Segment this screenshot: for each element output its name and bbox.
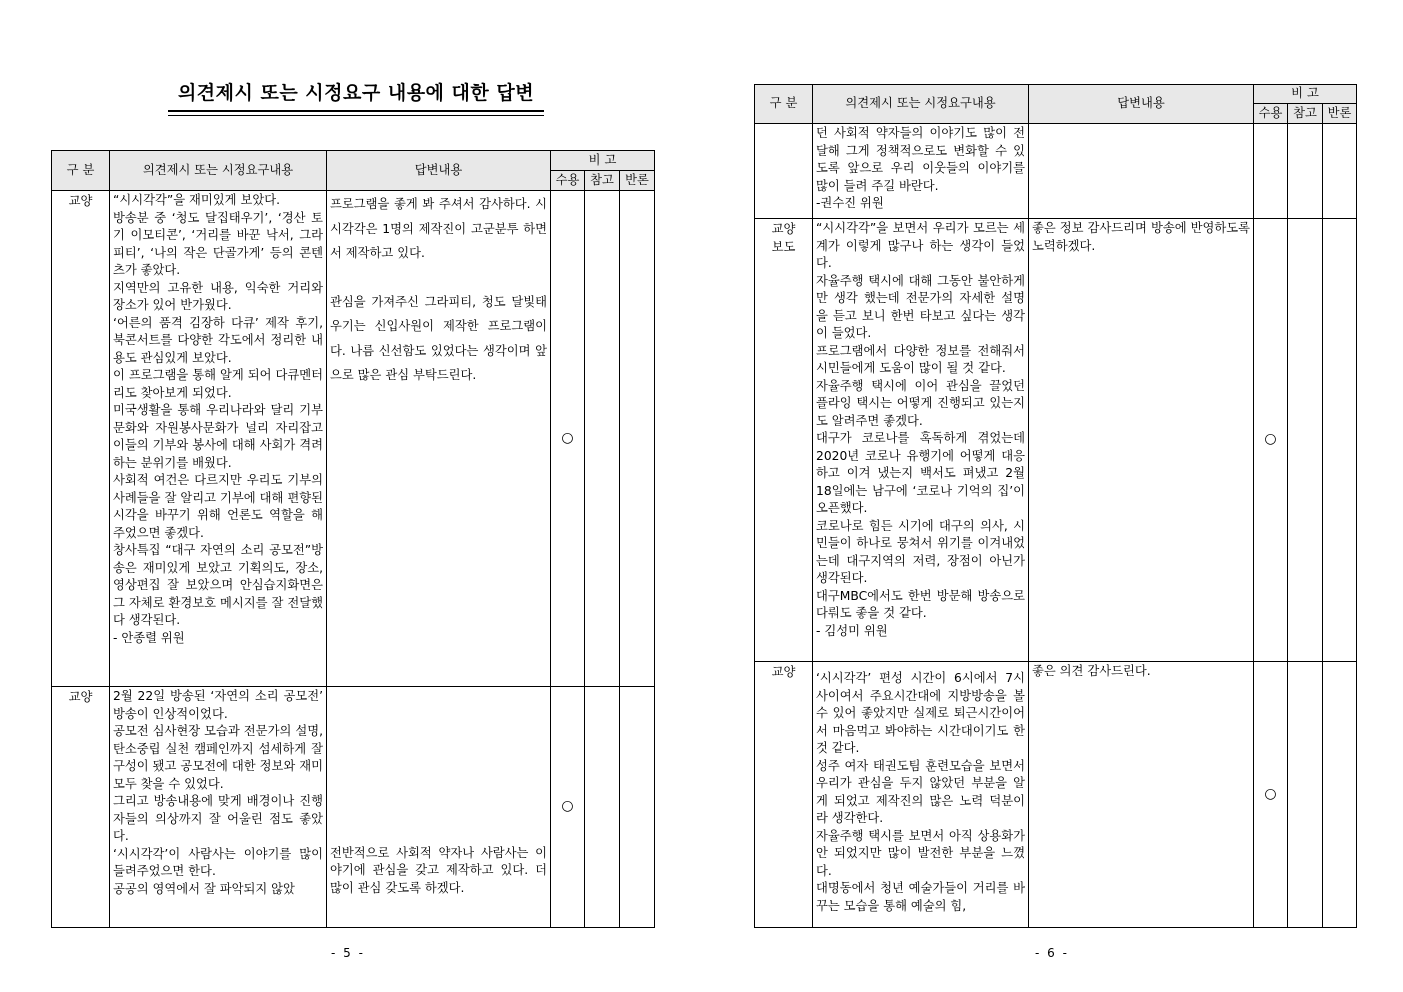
accept-mark: ○ bbox=[551, 687, 585, 928]
reflect-mark bbox=[1323, 662, 1357, 928]
reflect-mark bbox=[620, 191, 655, 687]
table-row bbox=[755, 124, 1357, 219]
header-accept: 수용 bbox=[1254, 104, 1288, 124]
page-number: - 5 - bbox=[331, 946, 365, 960]
opinion-author: -권수진 위원 bbox=[816, 196, 884, 210]
opinion-paragraph: 대명동에서 청년 예술가들이 거리를 바꾸는 모습을 통해 예술의 힘, bbox=[816, 881, 1025, 913]
table-row bbox=[52, 687, 655, 928]
answer-cell bbox=[1029, 219, 1254, 662]
reference-mark bbox=[585, 191, 620, 687]
document-title: 의견제시 또는 시정요구 내용에 대한 답변 bbox=[177, 82, 535, 104]
header-answer: 답변내용 bbox=[1029, 85, 1254, 124]
opinion-paragraph: 대구가 코로나를 혹독하게 겪었는데 2020년 코로나 유행기에 어떻게 대응하고 이겨 냈는지 백서도 펴냈고 2월 18일에는 남구에 ‘코로나 기억의 집’이 오픈했다. bbox=[816, 431, 1025, 515]
opinion-table-left bbox=[51, 150, 655, 928]
accept-mark: ○ bbox=[551, 191, 585, 687]
opinion-cell bbox=[110, 191, 327, 687]
reflect-mark bbox=[1323, 124, 1357, 219]
header-answer: 답변내용 bbox=[327, 151, 551, 191]
opinion-paragraph: 방송분 중 ‘청도 달집태우기’, ‘경산 토기 이모티콘’, ‘거리를 바꾼 낙서, 그라피티’, ‘나의 작은 단골가게’ 등의 콘텐츠가 좋았다. bbox=[113, 210, 323, 277]
opinion-paragraph: 대구MBC에서도 한번 방문해 방송으로 다뤄도 좋을 것 같다. bbox=[816, 588, 1025, 620]
accept-mark: ○ bbox=[1254, 219, 1288, 662]
header-remarks: 비 고 bbox=[1254, 85, 1357, 104]
opinion-paragraph: ‘시시각각’이 사람사는 이야기를 많이 들려주었으면 한다. bbox=[113, 846, 323, 878]
title-underline-thin bbox=[168, 115, 544, 116]
table-row bbox=[755, 219, 1357, 662]
opinion-paragraph: “시시각각”을 재미있게 보았다. bbox=[113, 193, 281, 207]
opinion-paragraph: 지역만의 고유한 내용, 익숙한 거리와 장소가 있어 반가웠다. bbox=[113, 280, 323, 312]
header-category: 구 분 bbox=[755, 85, 813, 124]
answer-paragraph: 관심을 가져주신 그라피티, 청도 달빛태우기는 신입사원이 제작한 프로그램이다. 나름 신선함도 있었다는 생각이며 앞으로 많은 관심 부탁드린다. bbox=[330, 294, 547, 382]
answer-paragraph: 프로그램을 좋게 봐 주셔서 감사하다. 시시각각은 1명의 제작진이 고군분투 하면서 제작하고 있다. bbox=[330, 197, 547, 260]
table-row bbox=[52, 191, 655, 687]
category-label: 보도 bbox=[771, 239, 796, 254]
category-label: 교양 bbox=[68, 690, 93, 704]
answer-cell bbox=[327, 687, 551, 928]
answer-spacer bbox=[330, 266, 547, 290]
answer-paragraph: 좋은 의견 감사드린다. bbox=[1032, 664, 1151, 678]
opinion-paragraph: 사회적 여건은 다르지만 우리도 기부의 사례들을 잘 알리고 기부에 대해 편향된 시각을 바꾸기 위해 언론도 역할을 해 주었으면 좋겠다. bbox=[113, 473, 323, 540]
header-reflect: 반론 bbox=[1323, 104, 1357, 124]
opinion-paragraph: 성주 여자 태권도팀 훈련모습을 보면서 우리가 관심을 두지 않았던 부분을 알게 되었고 제작진의 많은 노력 덕분이라 생각한다. bbox=[816, 758, 1025, 825]
header-reference: 참고 bbox=[1288, 104, 1323, 124]
answer-paragraph: 전반적으로 사회적 약자나 사람사는 이야기에 관심을 갖고 제작하고 있다. 더 많이 관심 갖도록 하겠다. bbox=[330, 845, 547, 895]
table-row bbox=[755, 662, 1357, 928]
opinion-paragraph: 공공의 영역에서 잘 파악되지 않았 bbox=[113, 881, 295, 896]
header-reference: 참고 bbox=[585, 171, 620, 191]
category-cell bbox=[755, 662, 813, 928]
accept-mark: ○ bbox=[1254, 662, 1288, 928]
category-label: 교양 bbox=[68, 194, 93, 208]
category-label: 교양 bbox=[771, 665, 796, 679]
header-opinion: 의견제시 또는 시정요구내용 bbox=[813, 85, 1029, 124]
opinion-table-right bbox=[754, 84, 1357, 928]
opinion-paragraph: 창사특집 “대구 자연의 소리 공모전”방송은 재미있게 보았고 기획의도, 장소, 영상편집 잘 보았으며 안심습지화면은 그 자체로 환경보호 메시지를 잘 전달했다 생각된다. bbox=[113, 543, 323, 627]
header-reflect: 반론 bbox=[620, 171, 655, 191]
opinion-paragraph: 공모전 심사현장 모습과 전문가의 설명, 탄소중립 실천 캠페인까지 섬세하게 잘 구성이 됐고 공모전에 대한 정보와 재미 모두 찾을 수 있었다. bbox=[113, 724, 323, 791]
opinion-paragraph: 자율주행 택시를 보면서 아직 상용화가 안 되었지만 많이 발전한 부분을 느꼈다. bbox=[816, 828, 1025, 878]
category-cell bbox=[755, 124, 813, 219]
answer-cell bbox=[1029, 662, 1254, 928]
opinion-author: - 김성미 위원 bbox=[816, 623, 888, 638]
opinion-cell bbox=[813, 124, 1029, 219]
page-left bbox=[0, 0, 700, 992]
opinion-paragraph: 코로나로 힘든 시기에 대구의 의사, 시민들이 하나로 뭉쳐서 위기를 이겨내었는데 대구지역의 저력, 장점이 아닌가 생각된다. bbox=[816, 518, 1025, 585]
reference-mark bbox=[1288, 662, 1323, 928]
answer-cell bbox=[1029, 124, 1254, 219]
reflect-mark bbox=[620, 687, 655, 928]
opinion-paragraph: ‘어른의 품격 김장하 다큐’ 제작 후기, 북콘서트를 다양한 각도에서 정리한 내용도 관심있게 보았다. bbox=[113, 315, 323, 365]
header-accept: 수용 bbox=[551, 171, 585, 191]
opinion-paragraph: 2월 22일 방송된 ‘자연의 소리 공모전’ 방송이 인상적이었다. bbox=[113, 689, 323, 721]
page-right bbox=[700, 0, 1403, 992]
opinion-cell bbox=[813, 662, 1029, 928]
opinion-paragraph: ‘시시각각’ 편성 시간이 6시에서 7시 사이여서 주요시간대에 지방방송을 볼수 있어 좋았지만 실제로 퇴근시간이어서 마음먹고 봐야하는 시간대이기도 한 것 같다. bbox=[816, 671, 1025, 755]
opinion-author: - 안종렬 위원 bbox=[113, 630, 185, 645]
opinion-paragraph: 던 사회적 약자들의 이야기도 많이 전달해 그게 정책적으로도 변화할 수 있도록 앞으로 우리 이웃들의 이야기를 많이 들려 주길 바란다. bbox=[816, 126, 1025, 193]
opinion-paragraph: “시시각각”을 보면서 우리가 모르는 세계가 이렇게 많구나 하는 생각이 들었다. bbox=[816, 221, 1025, 270]
reflect-mark bbox=[1323, 219, 1357, 662]
category-cell bbox=[755, 219, 813, 662]
opinion-paragraph: 프로그램에서 다양한 정보를 전해줘서 시민들에게 도움이 많이 될 것 같다. bbox=[816, 343, 1025, 375]
opinion-paragraph: 자율주행 택시에 이어 관심을 끌었던 플라잉 택시는 어떻게 진행되고 있는지도 알려주면 좋겠다. bbox=[816, 378, 1025, 428]
header-opinion: 의견제시 또는 시정요구내용 bbox=[110, 151, 327, 191]
answer-cell bbox=[327, 191, 551, 687]
opinion-cell bbox=[110, 687, 327, 928]
answer-paragraph: 좋은 정보 감사드리며 방송에 반영하도록 노력하겠다. bbox=[1032, 221, 1250, 253]
reference-mark bbox=[585, 687, 620, 928]
accept-mark bbox=[1254, 124, 1288, 219]
category-cell bbox=[52, 191, 110, 687]
category-cell bbox=[52, 687, 110, 928]
opinion-cell bbox=[813, 219, 1029, 662]
opinion-paragraph: 미국생활을 통해 우리나라와 달리 기부문화와 자원봉사문화가 널리 자리잡고 이들의 기부와 봉사에 대해 사회가 격려하는 분위기를 배웠다. bbox=[113, 403, 323, 470]
header-category: 구 분 bbox=[52, 151, 110, 191]
page-number: - 6 - bbox=[1035, 946, 1069, 960]
reference-mark bbox=[1288, 124, 1323, 219]
opinion-paragraph: 자율주행 택시에 대해 그동안 불안하게만 생각 했는데 전문가의 자세한 설명을 듣고 보니 한번 타보고 싶다는 생각이 들었다. bbox=[816, 273, 1025, 340]
opinion-paragraph: 이 프로그램을 통해 알게 되어 다큐멘터리도 찾아보게 되었다. bbox=[113, 368, 323, 400]
opinion-paragraph: 그리고 방송내용에 맞게 배경이나 진행자들의 의상까지 잘 어울린 점도 좋았다. bbox=[113, 794, 323, 843]
title-underline bbox=[168, 110, 544, 112]
header-remarks: 비 고 bbox=[551, 151, 655, 171]
reference-mark bbox=[1288, 219, 1323, 662]
category-label: 교양 bbox=[771, 222, 796, 236]
